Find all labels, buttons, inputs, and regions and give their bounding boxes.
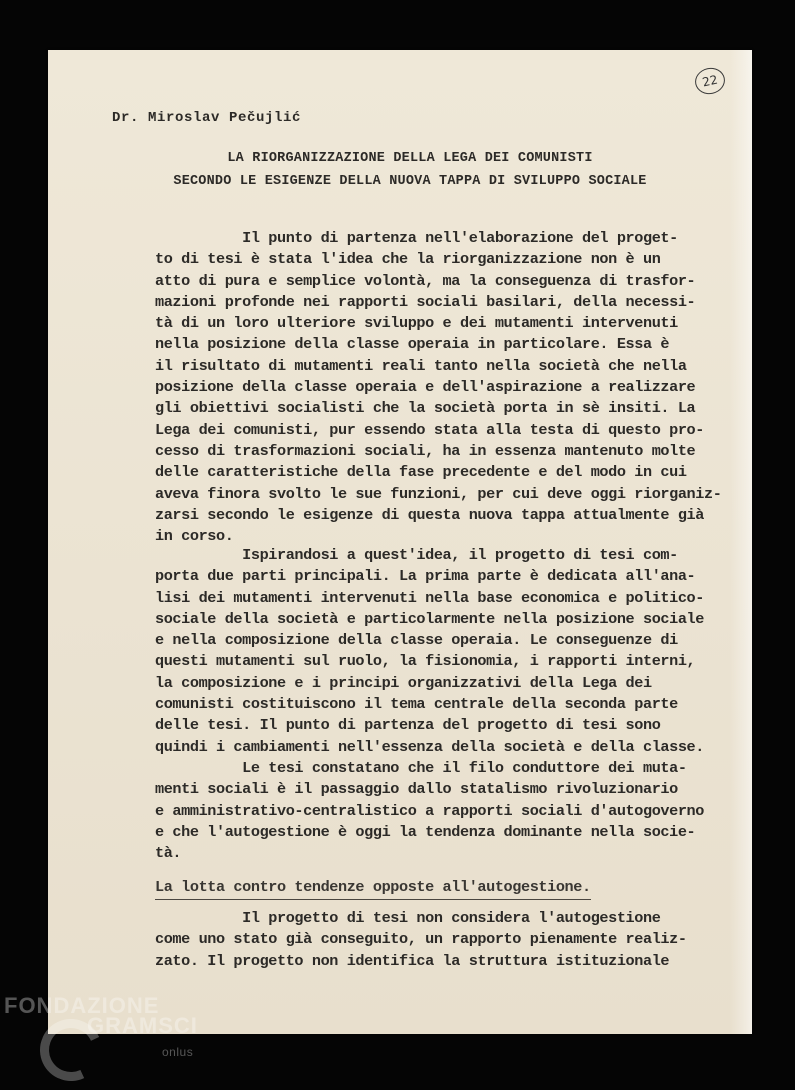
page-number-stamp: 22 [693, 65, 728, 97]
body-paragraph-1: Il punto di partenza nell'elaborazione del proget- to di tesi è stata l'idea che la riorganizzazione non è un atto di pura e semplice volontà, ma la conseguenza di trasfor- mazioni profonde nei rapporti sociali basilari, della necessi- tà di un loro ulteriore sviluppo e dei mutamenti intervenuti nella posizione della classe operaia in particolare. Essa è il risultato di mutamenti reali tanto nella società che nella posizione della classe operaia e dell'aspirazione a realizzare gli obiettivi socialisti che la società porta in sè insiti. La Lega dei comunisti, pur essendo stata alla testa di questo pro- cesso di trasformazioni sociali, ha in essenza mantenuto molte delle caratteristiche della fase precedente e del modo in cui aveva finora svolto le sue funzioni, per cui deve oggi riorganiz- zarsi secondo le esigenze di questa nuova tappa attualmente già in corso. [155, 229, 722, 546]
body-paragraph-2: Ispirandosi a quest'idea, il progetto di tesi com- porta due parti principali. La prima parte è dedicata all'ana- lisi dei mutamenti intervenuti nella base economica e politico- sociale della società e particolarmente nella posizione sociale e nella composizione della classe operaia. Le conseguenze di questi mutamenti sul ruolo, la fisionomia, i rapporti interni, la composizione e i principi organizzativi della Lega dei comunisti costituiscono il tema centrale della seconda parte delle tesi. Il punto di partenza del progetto di tesi sono quindi i cambiamenti nell'essenza della società e della classe. [155, 546, 704, 756]
title-line-1: LA RIORGANIZZAZIONE DELLA LEGA DEI COMUNISTI [227, 151, 593, 166]
watermark-line-1: FONDAZIONE [4, 993, 160, 1018]
title-line-2: SECONDO LE ESIGENZE DELLA NUOVA TAPPA DI SVILUPPO SOCIALE [173, 174, 647, 189]
body-paragraph-4: Il progetto di tesi non considera l'autogestione come uno stato già conseguito, un rapporto pienamente realiz- zato. Il progetto non identifica la struttura istituzionale [155, 909, 687, 970]
body-paragraph-3: Le tesi constatano che il filo conduttore dei muta- menti sociali è il passaggio dallo statalismo rivoluzionario e amministrativo-centralistico a rapporti sociali d'autogoverno e che l'autogestione è oggi la tendenza dominante nella socie- tà. [155, 759, 704, 863]
watermark-line-2: GRAMSCI [87, 1013, 198, 1038]
section-heading: La lotta contro tendenze opposte all'autogestione. [155, 877, 591, 900]
watermark-onlus: onlus [162, 1045, 194, 1059]
author-line: Dr. Miroslav Pečujlić [112, 110, 302, 126]
